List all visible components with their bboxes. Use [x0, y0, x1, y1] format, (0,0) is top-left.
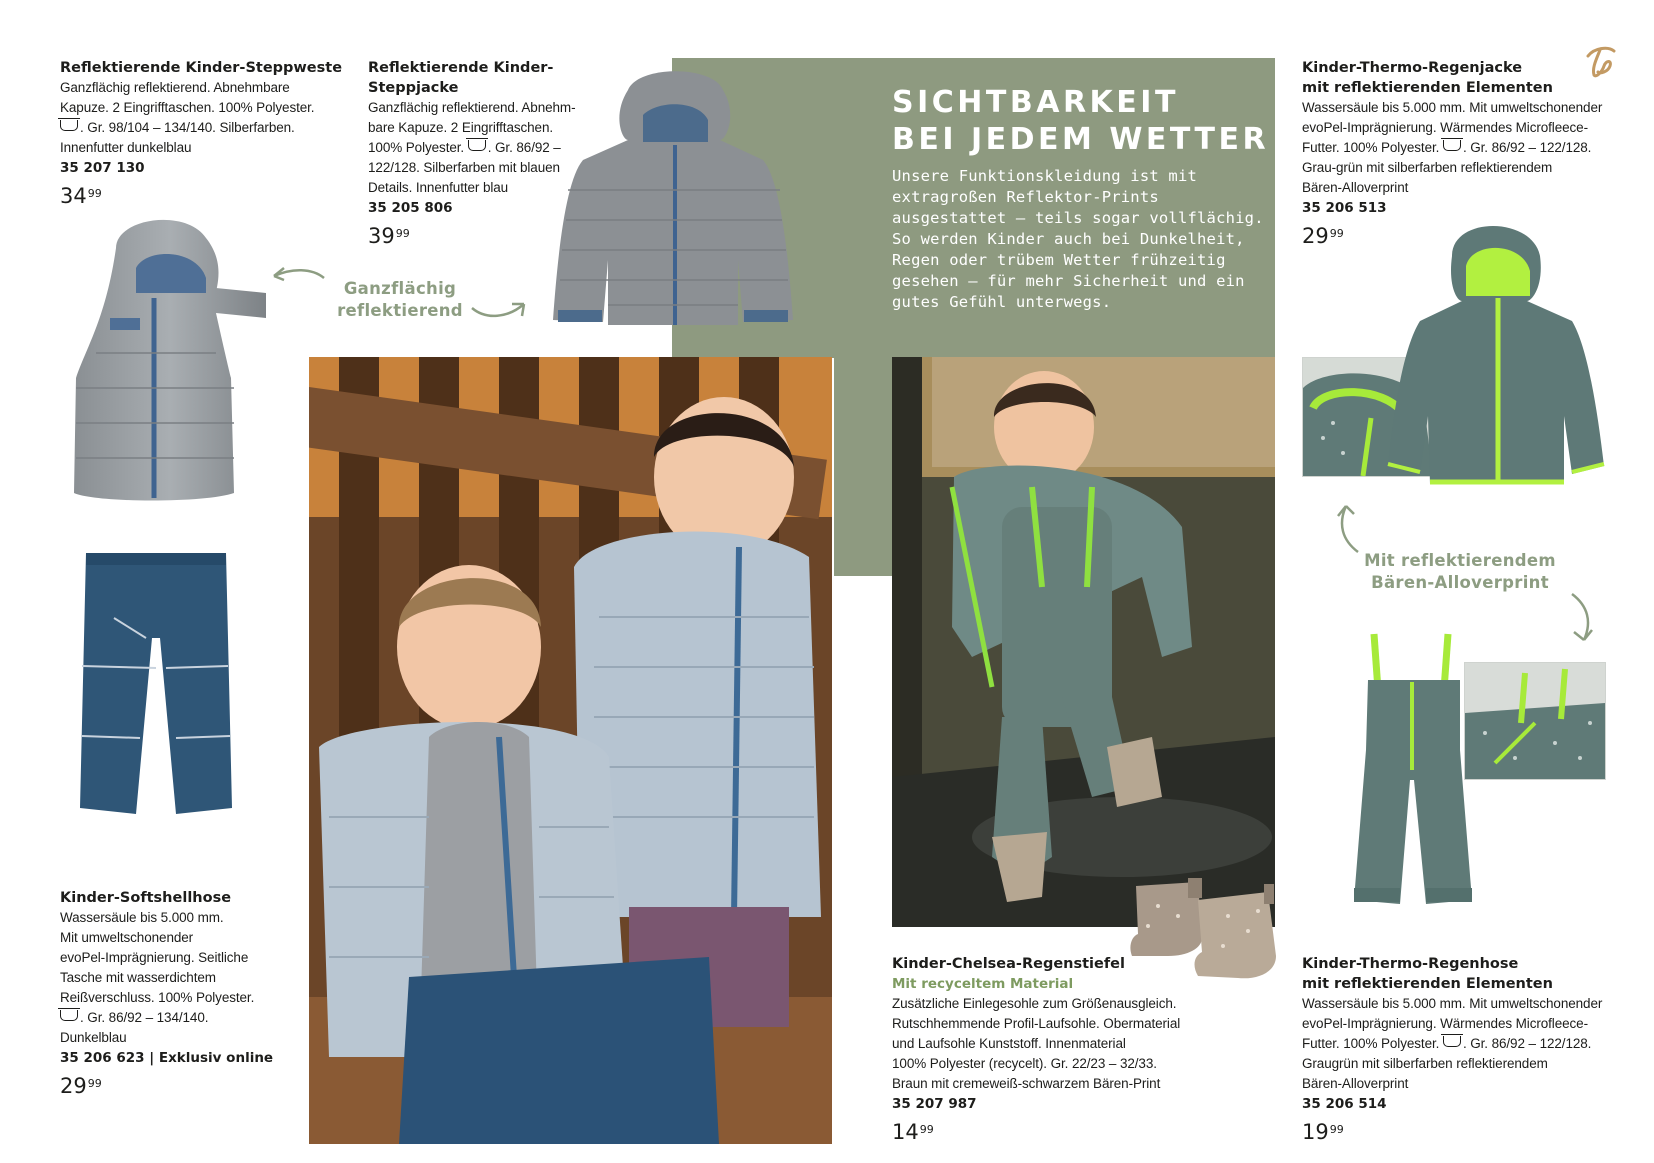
product-desc: Wassersäule bis 5.000 mm. — [60, 910, 224, 925]
softshell-pants-image — [76, 548, 236, 818]
product-softshell-info: Kinder-Softshellhose Wassersäule bis 5.000 mm. Mit umweltschonender evoPel-Imprägnierung. Seitliche Tasche mit wasserdichtem Reißverschluss. 100% Polyester. . Gr. 86/92 – 134/140. Dunkelblau 35 206 623 | Exklusiv online $29^{99}$ — [60, 888, 300, 1098]
product-price: $34^{99}$ — [60, 184, 102, 208]
wash-symbol-icon — [1443, 1036, 1461, 1047]
wash-symbol-icon — [468, 140, 486, 151]
product-desc: Mit umweltschonender — [60, 930, 194, 945]
product-number: 35 206 623 | Exklusiv online — [60, 1050, 274, 1066]
product-desc: Grau-grün mit silberfarben reflektierendem — [1302, 160, 1553, 175]
product-number: 35 205 806 — [368, 200, 453, 216]
product-title: Kinder-Thermo-Regenjacke — [1302, 60, 1523, 76]
rainpants-detail-image — [1464, 662, 1606, 780]
product-price: $14^{99}$ — [892, 1120, 934, 1144]
callout-reflective: Ganzflächig reflektierend — [337, 279, 463, 320]
product-desc: Braun mit cremeweiß-schwarzem Bären-Print — [892, 1076, 1161, 1091]
product-desc: . Gr. 98/104 – 134/140. Silberfarben. — [80, 120, 295, 135]
product-title: Reflektierende Kinder- — [368, 60, 554, 76]
product-desc: Graugrün mit silberfarben reflektierendem — [1302, 1056, 1548, 1071]
product-desc: Rutschhemmende Profil-Laufsohle. Obermaterial — [892, 1016, 1181, 1031]
product-desc: Bären-Alloverprint — [1302, 180, 1409, 195]
right-arrow-icon — [468, 296, 530, 322]
product-desc: Details. Innenfutter blau — [368, 180, 509, 195]
product-jacket-info: Reflektierende Kinder- Steppjacke Ganzflächig reflektierend. Abnehm- bare Kapuze. 2 Eingrifftaschen. 100% Polyester. . Gr. 86/92 – 122/128. Silberfarben mit blauen Details. Innenfutter blau 35 205 806 $39^{99}$ — [368, 58, 618, 248]
product-desc: Reißverschluss. 100% Polyester. — [60, 990, 255, 1005]
product-desc: bare Kapuze. 2 Eingrifftaschen. — [368, 120, 554, 135]
product-desc: 100% Polyester (recycelt). Gr. 22/23 – 32/33. — [892, 1056, 1157, 1071]
product-desc: evoPel-Imprägnierung. Seitliche — [60, 950, 249, 965]
product-desc: Dunkelblau — [60, 1030, 127, 1045]
product-desc: evoPel-Imprägnierung. Wärmendes Microfleece- — [1302, 120, 1588, 135]
wash-symbol-icon — [1443, 140, 1461, 151]
product-desc: Kapuze. 2 Eingrifftaschen. 100% Polyester. — [60, 100, 315, 115]
product-desc: Ganzflächig reflektierend. Abnehmbare — [60, 80, 290, 95]
product-number: 35 207 987 — [892, 1096, 977, 1112]
product-title: Kinder-Thermo-Regenhose — [1302, 956, 1519, 972]
headline-body-line: gutes Gefühl unterwegs. — [892, 293, 1112, 311]
headline-body — [892, 166, 1272, 313]
headline-body-line: Regen oder trübem Wetter frühzeitig — [892, 251, 1226, 269]
product-title: Kinder-Chelsea-Regenstiefel — [892, 956, 1125, 972]
callout-bear-print: Mit reflektierendem Bären-Alloverprint — [1364, 551, 1556, 592]
product-rainpants-info: Kinder-Thermo-Regenhose mit reflektierenden Elementen Wassersäule bis 5.000 mm. Mit umweltschonender evoPel-Imprägnierung. Wärmendes Microfleece- Futter. 100% Polyester. . Gr. 86/92 – 122/128. Graugrün mit silberfarben reflektierendem Bären-Alloverprint 35 206 514 $19^{99}$ — [1302, 954, 1647, 1144]
headline-body-line: ausgestattet – teils sogar vollflächig. — [892, 209, 1264, 227]
product-desc: Zusätzliche Einlegesohle zum Größenausgleich. — [892, 996, 1177, 1011]
product-number: 35 207 130 — [60, 160, 145, 176]
product-desc: evoPel-Imprägnierung. Wärmendes Microfleece- — [1302, 1016, 1588, 1031]
headline-body-line: Unsere Funktionskleidung ist mit — [892, 167, 1198, 185]
rainpants-image — [1348, 630, 1480, 910]
headline — [892, 84, 1272, 158]
product-vest-info — [60, 58, 360, 208]
kids-lifestyle-photo — [309, 357, 832, 1144]
headline-line-2: BEI JEDEM WETTER — [892, 122, 1270, 157]
product-desc: und Laufsohle Kunststoff. Innenmaterial — [892, 1036, 1126, 1051]
headline-body-line: extragroßen Reflektor-Prints — [892, 188, 1159, 206]
product-desc: Innenfutter dunkelblau — [60, 140, 192, 155]
product-number: 35 206 513 — [1302, 200, 1387, 216]
product-rainjacket-info: Kinder-Thermo-Regenjacke mit reflektierenden Elementen Wassersäule bis 5.000 mm. Mit umweltschonender evoPel-Imprägnierung. Wärmendes Microfleece- Futter. 100% Polyester. . Gr. 86/92 – 122/128. Grau-grün mit silberfarben reflektierendem Bären-Alloverprint 35 206 513 $29^{99}$ — [1302, 58, 1647, 248]
product-price: $19^{99}$ — [1302, 1120, 1344, 1144]
down-arrow-icon — [1566, 590, 1596, 646]
product-desc: Bären-Alloverprint — [1302, 1076, 1409, 1091]
wash-symbol-icon — [60, 1010, 78, 1021]
left-arrow-icon — [268, 264, 328, 286]
product-desc: Ganzflächig reflektierend. Abnehm- — [368, 100, 576, 115]
puddle-lifestyle-photo — [892, 357, 1275, 927]
product-subtitle: Mit recyceltem Material — [892, 976, 1074, 992]
product-price: $29^{99}$ — [1302, 224, 1344, 248]
product-title: mit reflektierenden Elementen — [1302, 80, 1553, 96]
product-desc: Wassersäule bis 5.000 mm. Mit umweltschonender — [1302, 996, 1603, 1011]
product-price: $39^{99}$ — [368, 224, 410, 248]
jacket-image — [548, 70, 800, 332]
product-desc: Wassersäule bis 5.000 mm. Mit umweltschonender — [1302, 100, 1603, 115]
headline-body-line: gesehen – für mehr Sicherheit und ein — [892, 272, 1245, 290]
product-title: Kinder-Softshellhose — [60, 890, 232, 906]
rainjacket-image — [1382, 216, 1610, 491]
product-title: Steppjacke — [368, 80, 459, 96]
wash-symbol-icon — [60, 120, 78, 131]
product-desc: Tasche mit wasserdichtem — [60, 970, 216, 985]
headline-body-line: So werden Kinder auch bei Dunkelheit, — [892, 230, 1245, 248]
product-number: 35 206 514 — [1302, 1096, 1387, 1112]
product-price: $29^{99}$ — [60, 1074, 102, 1098]
vest-image — [66, 208, 288, 508]
product-boots-info — [892, 954, 1252, 1144]
headline-line-1: SICHTBARKEIT — [892, 85, 1179, 120]
product-title: Reflektierende Kinder-Steppweste — [60, 60, 343, 76]
product-desc: 122/128. Silberfarben mit blauen — [368, 160, 560, 175]
up-arrow-icon — [1334, 500, 1364, 556]
product-title: mit reflektierenden Elementen — [1302, 976, 1553, 992]
